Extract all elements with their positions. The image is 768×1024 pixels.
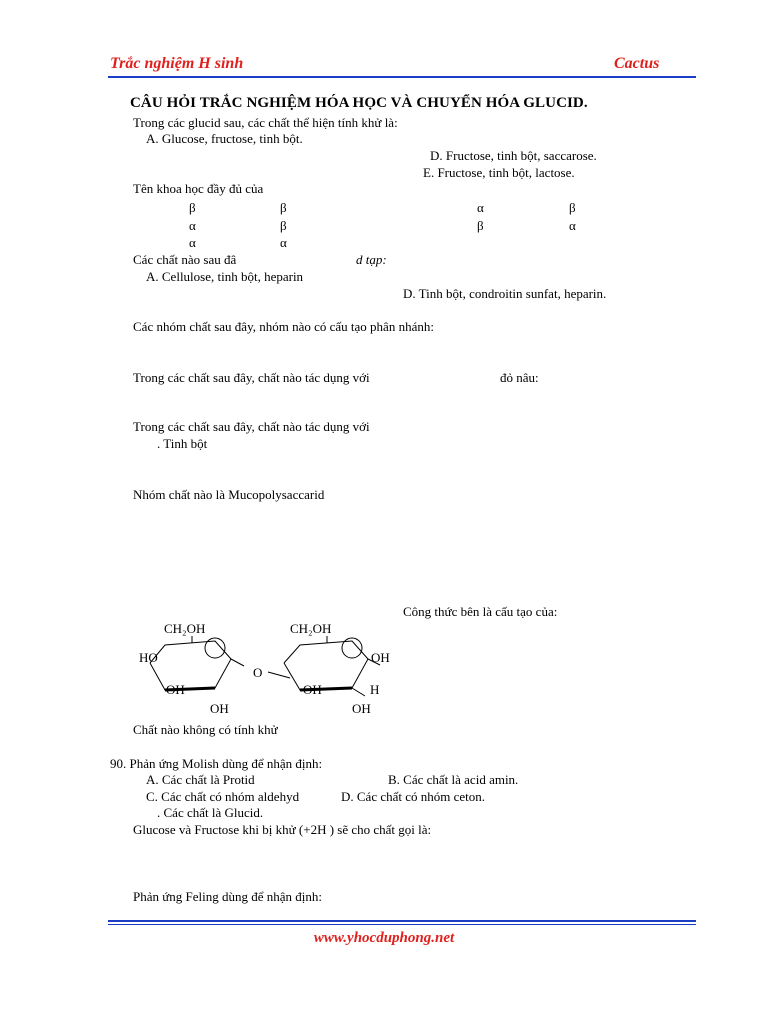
question-90: 90. Phản ứng Molish dùng để nhận định: xyxy=(110,756,323,771)
question-90-option-d: D. Các chất có nhóm ceton. xyxy=(341,789,486,804)
greek-symbol: α xyxy=(189,235,196,250)
oh-ring-right-label: OH xyxy=(303,682,322,697)
footer-divider xyxy=(108,920,696,922)
footer-website: www.yhocduphong.net xyxy=(313,930,455,946)
question-1-option-a: A. Glucose, fructose, tinh bột. xyxy=(146,131,303,146)
h-right-label: H xyxy=(370,682,380,697)
question-90-option-b: B. Các chất là acid amin. xyxy=(388,772,519,787)
question-8: Công thức bên là cấu tạo của: xyxy=(403,604,558,619)
greek-symbol: β xyxy=(477,218,484,233)
question-90-option-c: C. Các chất có nhóm aldehyd xyxy=(146,789,300,804)
greek-symbol: β xyxy=(280,218,287,233)
oh-ring-left-label: OH xyxy=(166,682,185,697)
header-author: Cactus xyxy=(614,55,660,72)
greek-symbol: β xyxy=(280,200,287,215)
greek-symbol: β xyxy=(569,200,576,215)
ch2oh-right-label: CH₂OH xyxy=(290,621,332,636)
question-2: Tên khoa học đầy đủ của xyxy=(133,181,264,196)
question-4: Các nhóm chất sau đây, nhóm nào có cấu tạo phân nhánh: xyxy=(133,319,434,334)
question-3-option-d: D. Tinh bột, condroitin sunfat, heparin. xyxy=(403,286,607,301)
footer-divider-thin xyxy=(108,924,696,925)
o-bridge-label: O xyxy=(253,665,263,680)
question-1: Trong các glucid sau, các chất thể hiện tính khử là: xyxy=(133,115,398,130)
question-3-suffix: d tạp: xyxy=(356,252,387,267)
question-1-option-d: D. Fructose, tinh bột, saccarose. xyxy=(430,148,597,163)
page-title: CÂU HỎI TRẮC NGHIỆM HÓA HỌC VÀ CHUYỂN HÓA GLUCID. xyxy=(130,95,588,111)
question-3-option-a: A. Cellulose, tinh bột, heparin xyxy=(146,269,304,284)
greek-symbol: α xyxy=(569,218,576,233)
oh-bottom-right-label: OH xyxy=(352,701,371,716)
ho-label: HO xyxy=(139,650,158,665)
greek-symbol: β xyxy=(189,200,196,215)
question-1-option-e: E. Fructose, tinh bột, lactose. xyxy=(423,165,575,180)
greek-symbol: α xyxy=(477,200,484,215)
question-6-option: . Tinh bột xyxy=(157,436,208,451)
oh-bottom-left-label: OH xyxy=(210,701,229,716)
question-7: Nhóm chất nào là Mucopolysaccarid xyxy=(133,487,325,502)
question-90-option-a: A. Các chất là Protid xyxy=(146,772,255,787)
question-6: Trong các chất sau đây, chất nào tác dụng với xyxy=(133,419,370,434)
ch2oh-left-label: CH₂OH xyxy=(164,621,206,636)
question-92: Phản ứng Feling dùng để nhận định: xyxy=(133,889,323,904)
question-3: Các chất nào sau đâ xyxy=(133,252,237,267)
question-5: Trong các chất sau đây, chất nào tác dụng với xyxy=(133,370,370,385)
greek-symbol: α xyxy=(189,218,196,233)
oh-right-label: OH xyxy=(371,650,390,665)
question-90-option-e: . Các chất là Glucid. xyxy=(157,805,264,820)
question-5-suffix: đỏ nâu: xyxy=(500,370,539,385)
question-9: Chất nào không có tính khử xyxy=(133,722,278,737)
question-91: Glucose và Fructose khi bị khử (+2H ) sẽ cho chất gọi là: xyxy=(133,822,432,837)
header-title: Trắc nghiệm H sinh xyxy=(110,55,244,72)
greek-symbol: α xyxy=(280,235,287,250)
